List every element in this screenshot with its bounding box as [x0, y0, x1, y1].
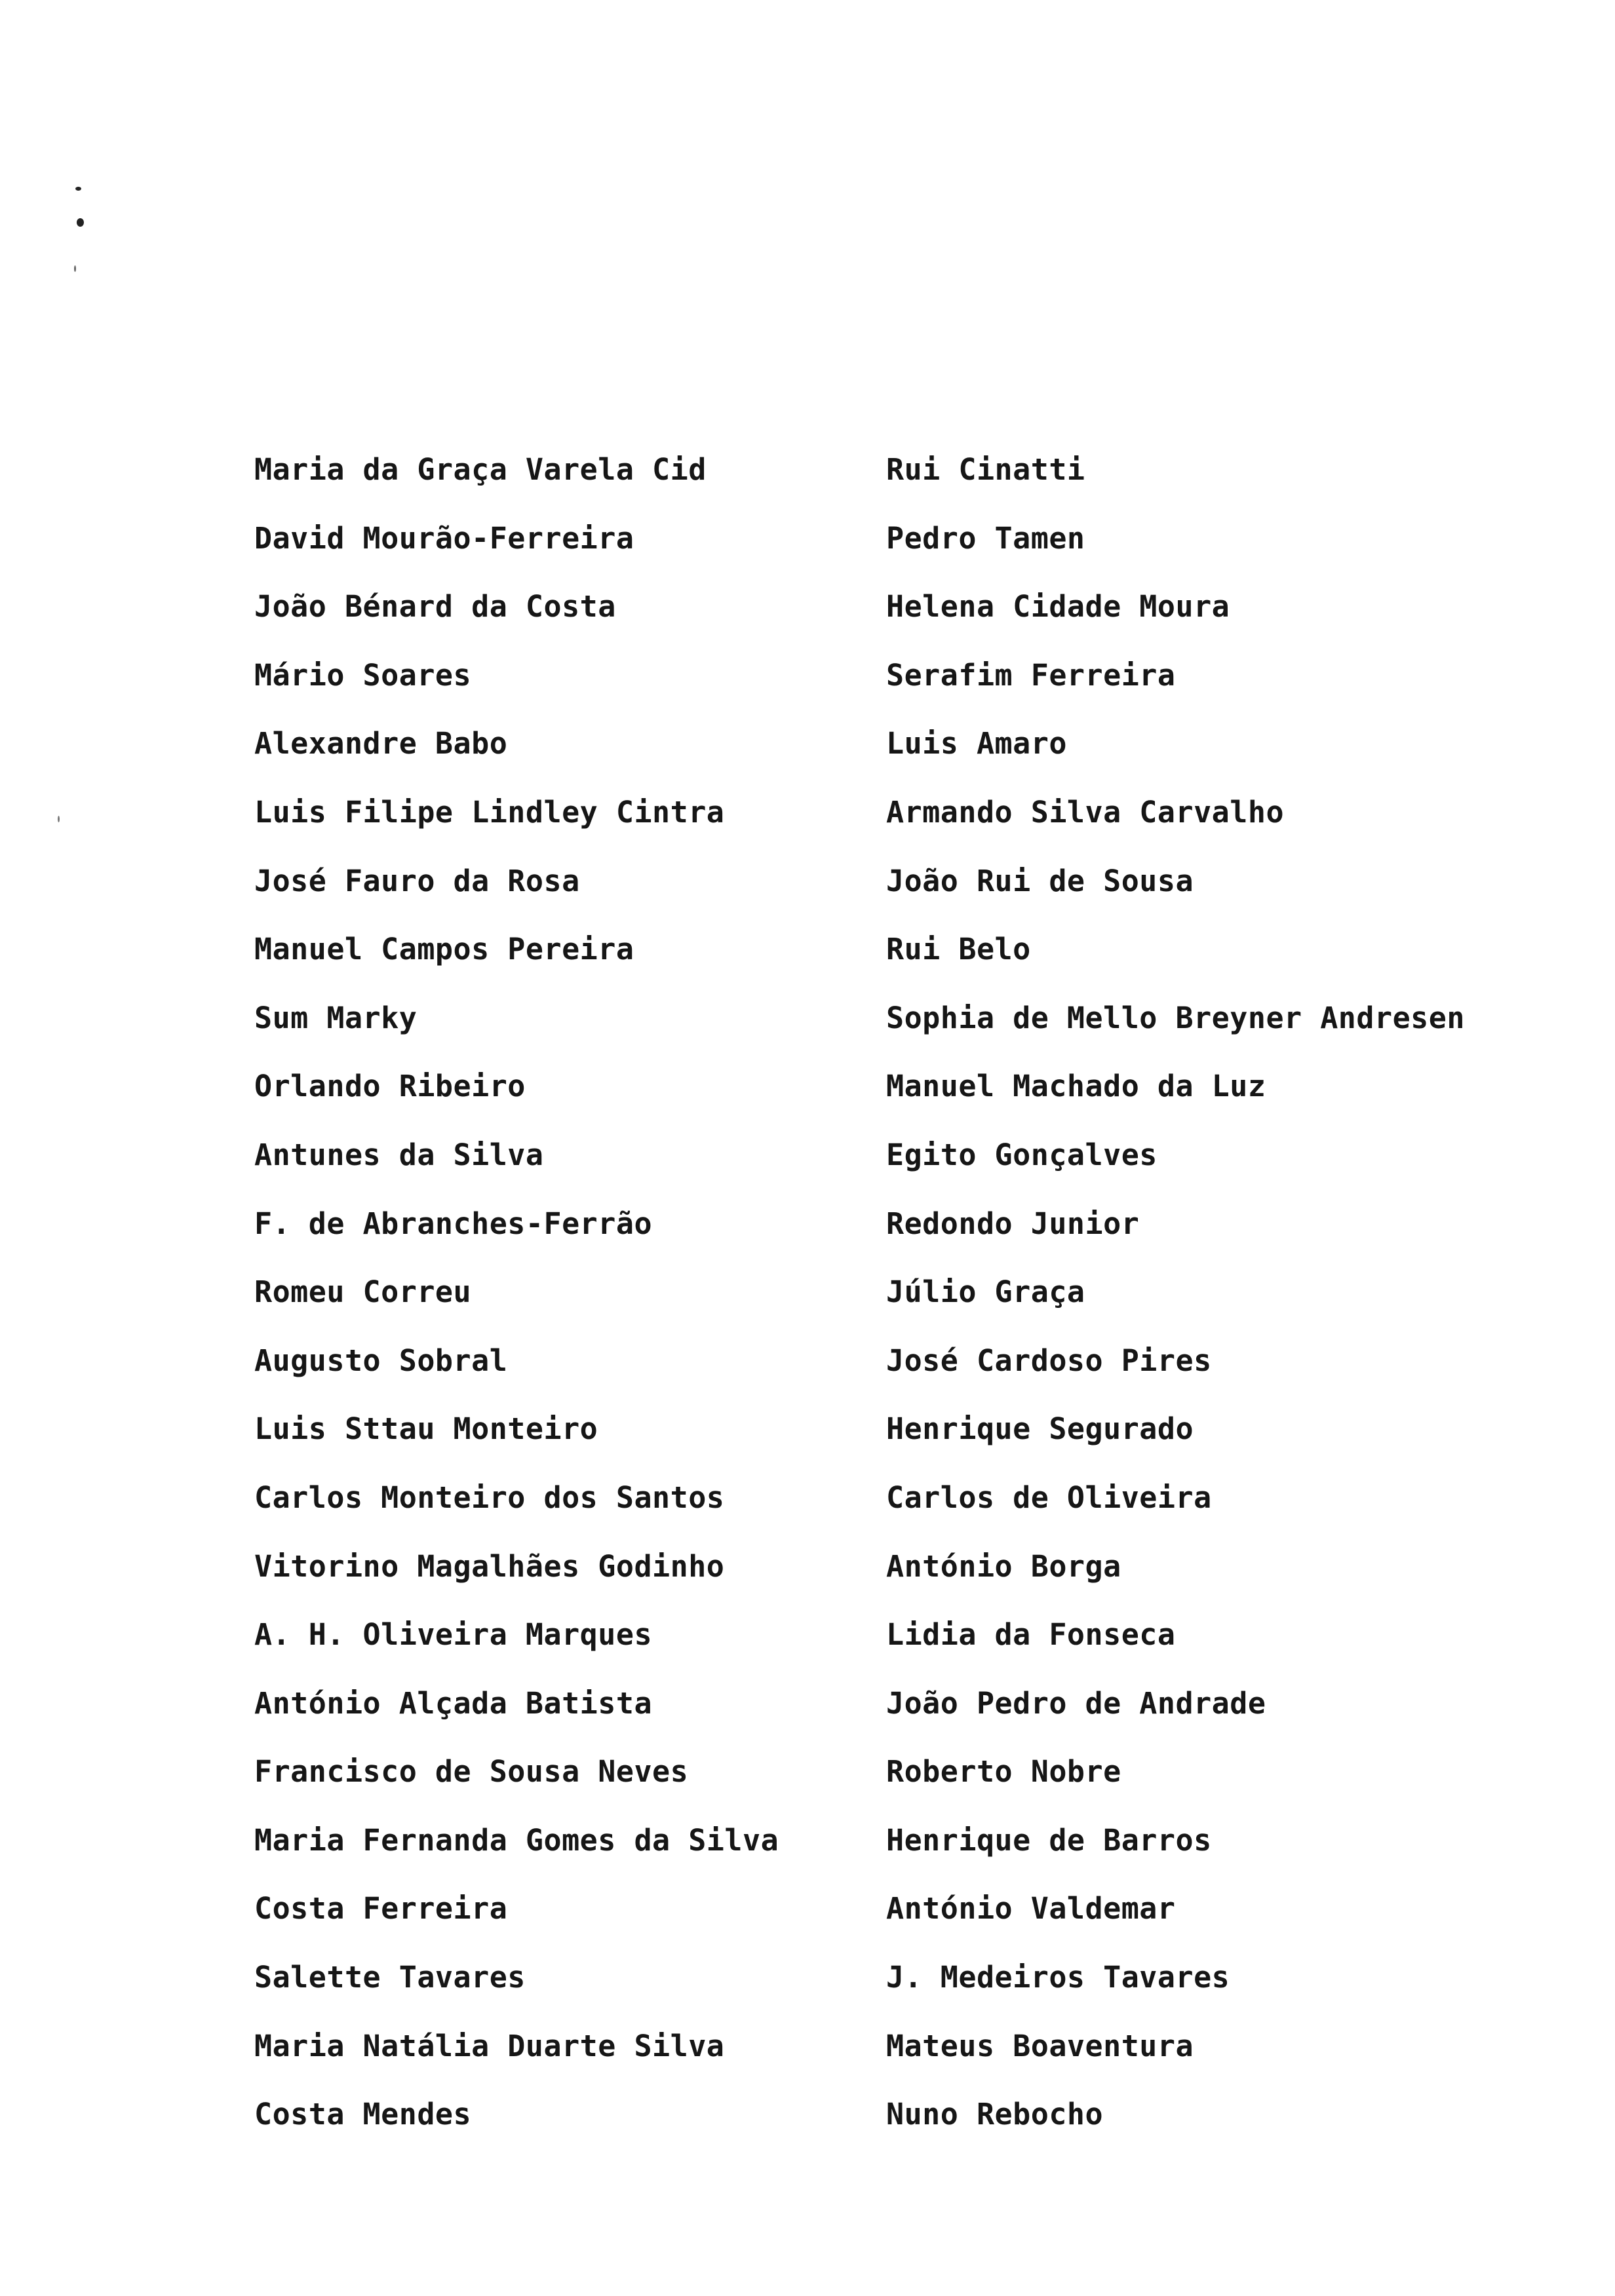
left-name-5: Alexandre Babo — [254, 726, 508, 761]
left-name-6: Luis Filipe Lindley Cintra — [254, 794, 725, 830]
right-name-10: Manuel Machado da Luz — [886, 1069, 1266, 1104]
right-name-8: Rui Belo — [886, 932, 1031, 967]
left-name-11: Antunes da Silva — [254, 1137, 544, 1172]
right-name-15: Henrique Segurado — [886, 1411, 1194, 1447]
ink-dot — [77, 218, 84, 227]
left-name-1: Maria da Graça Varela Cid — [254, 452, 707, 487]
names-list-left — [254, 452, 864, 2166]
left-name-24: Maria Natália Duarte Silva — [254, 2028, 725, 2063]
left-name-3: João Bénard da Costa — [254, 589, 616, 624]
right-name-11: Egito Gonçalves — [886, 1137, 1158, 1172]
left-name-2: David Mourão-Ferreira — [254, 520, 634, 556]
right-name-20: Roberto Nobre — [886, 1754, 1121, 1789]
left-name-23: Salette Tavares — [254, 1960, 526, 1995]
left-name-13: Romeu Correu — [254, 1274, 472, 1310]
left-name-19: António Alçada Batista — [254, 1685, 653, 1721]
right-name-2: Pedro Tamen — [886, 520, 1085, 556]
right-name-6: Armando Silva Carvalho — [886, 794, 1285, 830]
right-name-12: Redondo Junior — [886, 1206, 1140, 1241]
right-name-21: Henrique de Barros — [886, 1822, 1212, 1858]
left-name-17: Vitorino Magalhães Godinho — [254, 1548, 725, 1584]
left-name-8: Manuel Campos Pereira — [254, 932, 634, 967]
right-name-3: Helena Cidade Moura — [886, 589, 1230, 624]
margin-ink-marks — [69, 180, 88, 292]
ink-dot — [58, 816, 60, 822]
right-name-18: Lidia da Fonseca — [886, 1617, 1176, 1653]
left-name-18: A. H. Oliveira Marques — [254, 1617, 653, 1653]
left-name-10: Orlando Ribeiro — [254, 1069, 526, 1104]
right-name-19: João Pedro de Andrade — [886, 1685, 1266, 1721]
ink-dot — [75, 187, 81, 191]
right-name-25: Nuno Rebocho — [886, 2097, 1104, 2132]
right-name-5: Luis Amaro — [886, 726, 1067, 761]
right-name-4: Serafim Ferreira — [886, 657, 1176, 693]
right-name-23: J. Medeiros Tavares — [886, 1960, 1230, 1995]
right-name-13: Júlio Graça — [886, 1274, 1085, 1310]
left-name-21: Maria Fernanda Gomes da Silva — [254, 1822, 779, 1858]
left-name-22: Costa Ferreira — [254, 1891, 508, 1926]
ink-dot — [74, 265, 76, 272]
right-name-1: Rui Cinatti — [886, 452, 1085, 487]
left-name-16: Carlos Monteiro dos Santos — [254, 1480, 725, 1515]
left-name-4: Mário Soares — [254, 657, 472, 693]
right-name-17: António Borga — [886, 1548, 1121, 1584]
right-name-24: Mateus Boaventura — [886, 2028, 1194, 2063]
names-list-right — [886, 452, 1581, 2166]
left-name-9: Sum Marky — [254, 1000, 418, 1035]
left-name-14: Augusto Sobral — [254, 1343, 508, 1378]
right-name-14: José Cardoso Pires — [886, 1343, 1212, 1378]
left-name-7: José Fauro da Rosa — [254, 863, 580, 898]
right-name-9: Sophia de Mello Breyner Andresen — [886, 1000, 1465, 1035]
left-name-20: Francisco de Sousa Neves — [254, 1754, 689, 1789]
left-name-15: Luis Sttau Monteiro — [254, 1411, 598, 1447]
right-name-22: António Valdemar — [886, 1891, 1176, 1926]
right-name-7: João Rui de Sousa — [886, 863, 1194, 898]
right-name-16: Carlos de Oliveira — [886, 1480, 1212, 1515]
left-name-25: Costa Mendes — [254, 2097, 472, 2132]
left-name-12: F. de Abranches-Ferrão — [254, 1206, 653, 1241]
